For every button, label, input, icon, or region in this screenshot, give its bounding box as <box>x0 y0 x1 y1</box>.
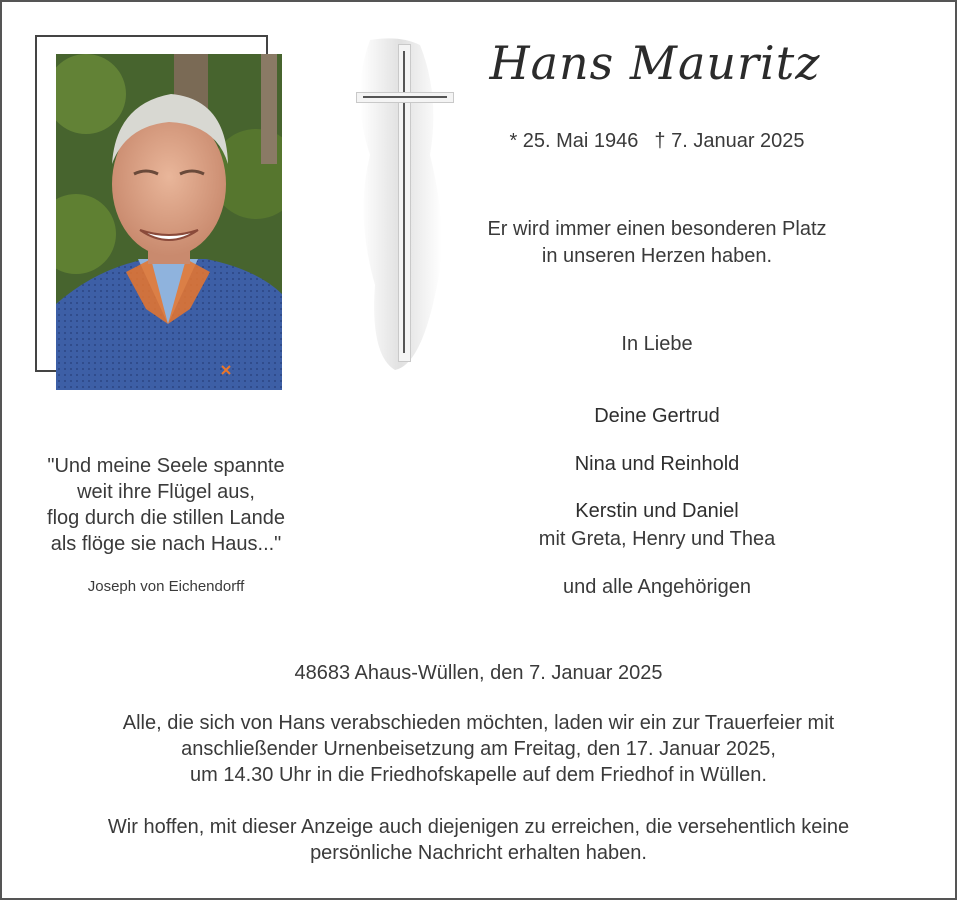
hope-note: Wir hoffen, mit dieser Anzeige auch diejenigen zu erreichen, die versehentlich keine persönliche Nachricht erhalten haben. <box>107 816 850 864</box>
poem-quote: "Und meine Seele spannte weit ihre Flügel aus, flog durch die stillen Lande als flöge sie nach Haus..." <box>47 455 285 555</box>
place-date: 48683 Ahaus-Wüllen, den 7. Januar 2025 <box>294 662 663 684</box>
cross-bar <box>356 92 454 103</box>
in-love-label: In Liebe <box>621 333 693 355</box>
family-line-children: mit Greta, Henry und Thea <box>538 528 776 550</box>
death-date: † 7. Januar 2025 <box>654 130 805 152</box>
life-dates <box>470 130 844 153</box>
family-line-gertrud: Deine Gertrud <box>594 405 720 427</box>
birth-date: * 25. Mai 1946 <box>509 130 639 152</box>
family-line-kerstin: Kerstin und Daniel <box>575 500 739 522</box>
deceased-name: Hans Mauritz <box>489 36 821 90</box>
memorial-verse: Er wird immer einen besonderen Platz in unseren Herzen haben. <box>487 218 827 267</box>
family-line-relatives: und alle Angehörigen <box>563 576 751 598</box>
funeral-invitation: Alle, die sich von Hans verabschieden möchten, laden wir ein zur Trauerfeier mit anschließender Urnenbeisetzung am Freitag, den 17. Januar 2025, um 14.30 Uhr in die Friedhofskapelle auf dem Friedhof in Wüllen. <box>122 712 835 786</box>
quote-author: Joseph von Eichendorff <box>87 578 245 595</box>
portrait-photo <box>56 54 282 390</box>
family-line-nina: Nina und Reinhold <box>574 453 740 475</box>
